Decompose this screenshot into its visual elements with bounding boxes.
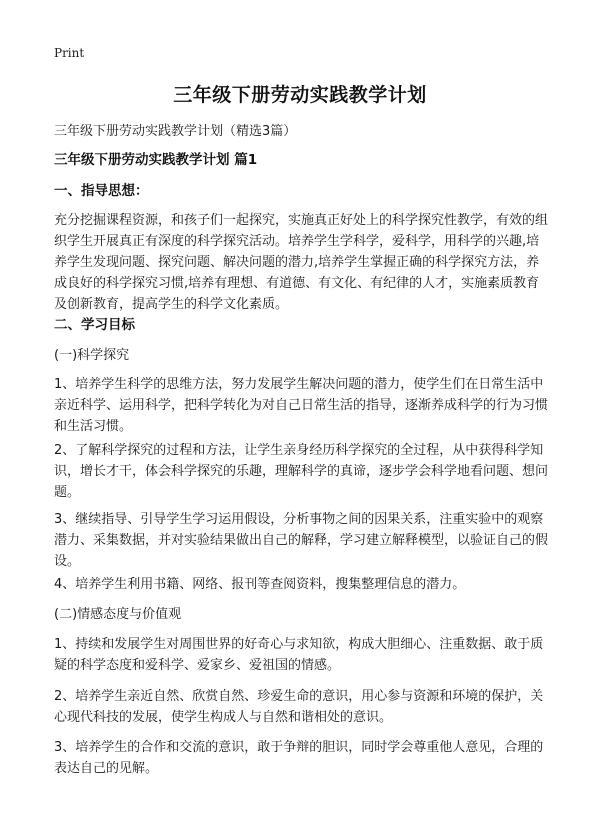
attitude-item-2: 2、培养学生亲近自然、欣赏自然、珍爱生命的意识，用心参与资源和环境的保护，关心现代科技的发展，使学生构成人与自然和谐相处的意识。: [54, 689, 544, 725]
document-subtitle: 三年级下册劳动实践教学计划（精选3篇）: [54, 124, 297, 139]
subsection-heading-attitude: (二)情感态度与价值观: [54, 607, 182, 622]
attitude-item-3: 3、培养学生的合作和交流的意识，敢于争辩的胆识，同时学会尊重他人意见，合理的表达自己的见解。: [54, 740, 544, 776]
section-heading-goals: 二、学习目标: [54, 317, 135, 333]
article-heading: 三年级下册劳动实践教学计划 篇1: [54, 152, 258, 168]
goal-item-4: 4、培养学生利用书籍、网络、报刊等查阅资料，搜集整理信息的潜力。: [54, 577, 466, 592]
section-heading-guide: 一、指导思想：: [54, 183, 149, 199]
goal-item-3: 3、继续指导、引导学生学习运用假设，分析事物之间的因果关系，注重实验中的观察潜力、采集数据，并对实验结果做出自己的解释，学习建立解释模型，以验证自己的假设。: [54, 512, 549, 569]
subsection-heading-inquiry: (一)科学探究: [54, 348, 130, 363]
goal-item-1: 1、培养学生科学的思维方法，努力发展学生解决问题的潜力，使学生们在日常生活中亲近科学、运用科学，把科学转化为对自己日常生活的指导，逐渐养成科学的行为习惯和生活习惯。: [54, 377, 549, 434]
paragraph-guide: 充分挖掘课程资源，和孩子们一起探究，实施真正好处上的科学探究性教学，有效的组织学生开展真正有深度的科学探究活动。培养学生学科学，爱科学，用科学的兴趣,培养学生发现问题、探究问题、解决问题的潜力,培养学生掌握正确的科学探究方法，养成良好的科学探究习惯,培养有理想、有道德、有文化、有纪律的人才，实施素质教育及创新教育，提高学生的科学文化素质。: [54, 213, 549, 312]
attitude-item-1: 1、持续和发展学生对周围世界的好奇心与求知欲，构成大胆细心、注重数据、敢于质疑的科学态度和爱科学、爱家乡、爱祖国的情感。: [54, 637, 544, 673]
goal-item-2: 2、了解科学探究的过程和方法，让学生亲身经历科学探究的全过程，从中获得科学知识，增长才干，体会科学探究的乐趣，理解科学的真谛，逐步学会科学地看问题、想问题。: [54, 443, 549, 500]
document-title: 三年级下册劳动实践教学计划: [173, 84, 427, 106]
print-label: Print: [54, 46, 85, 60]
